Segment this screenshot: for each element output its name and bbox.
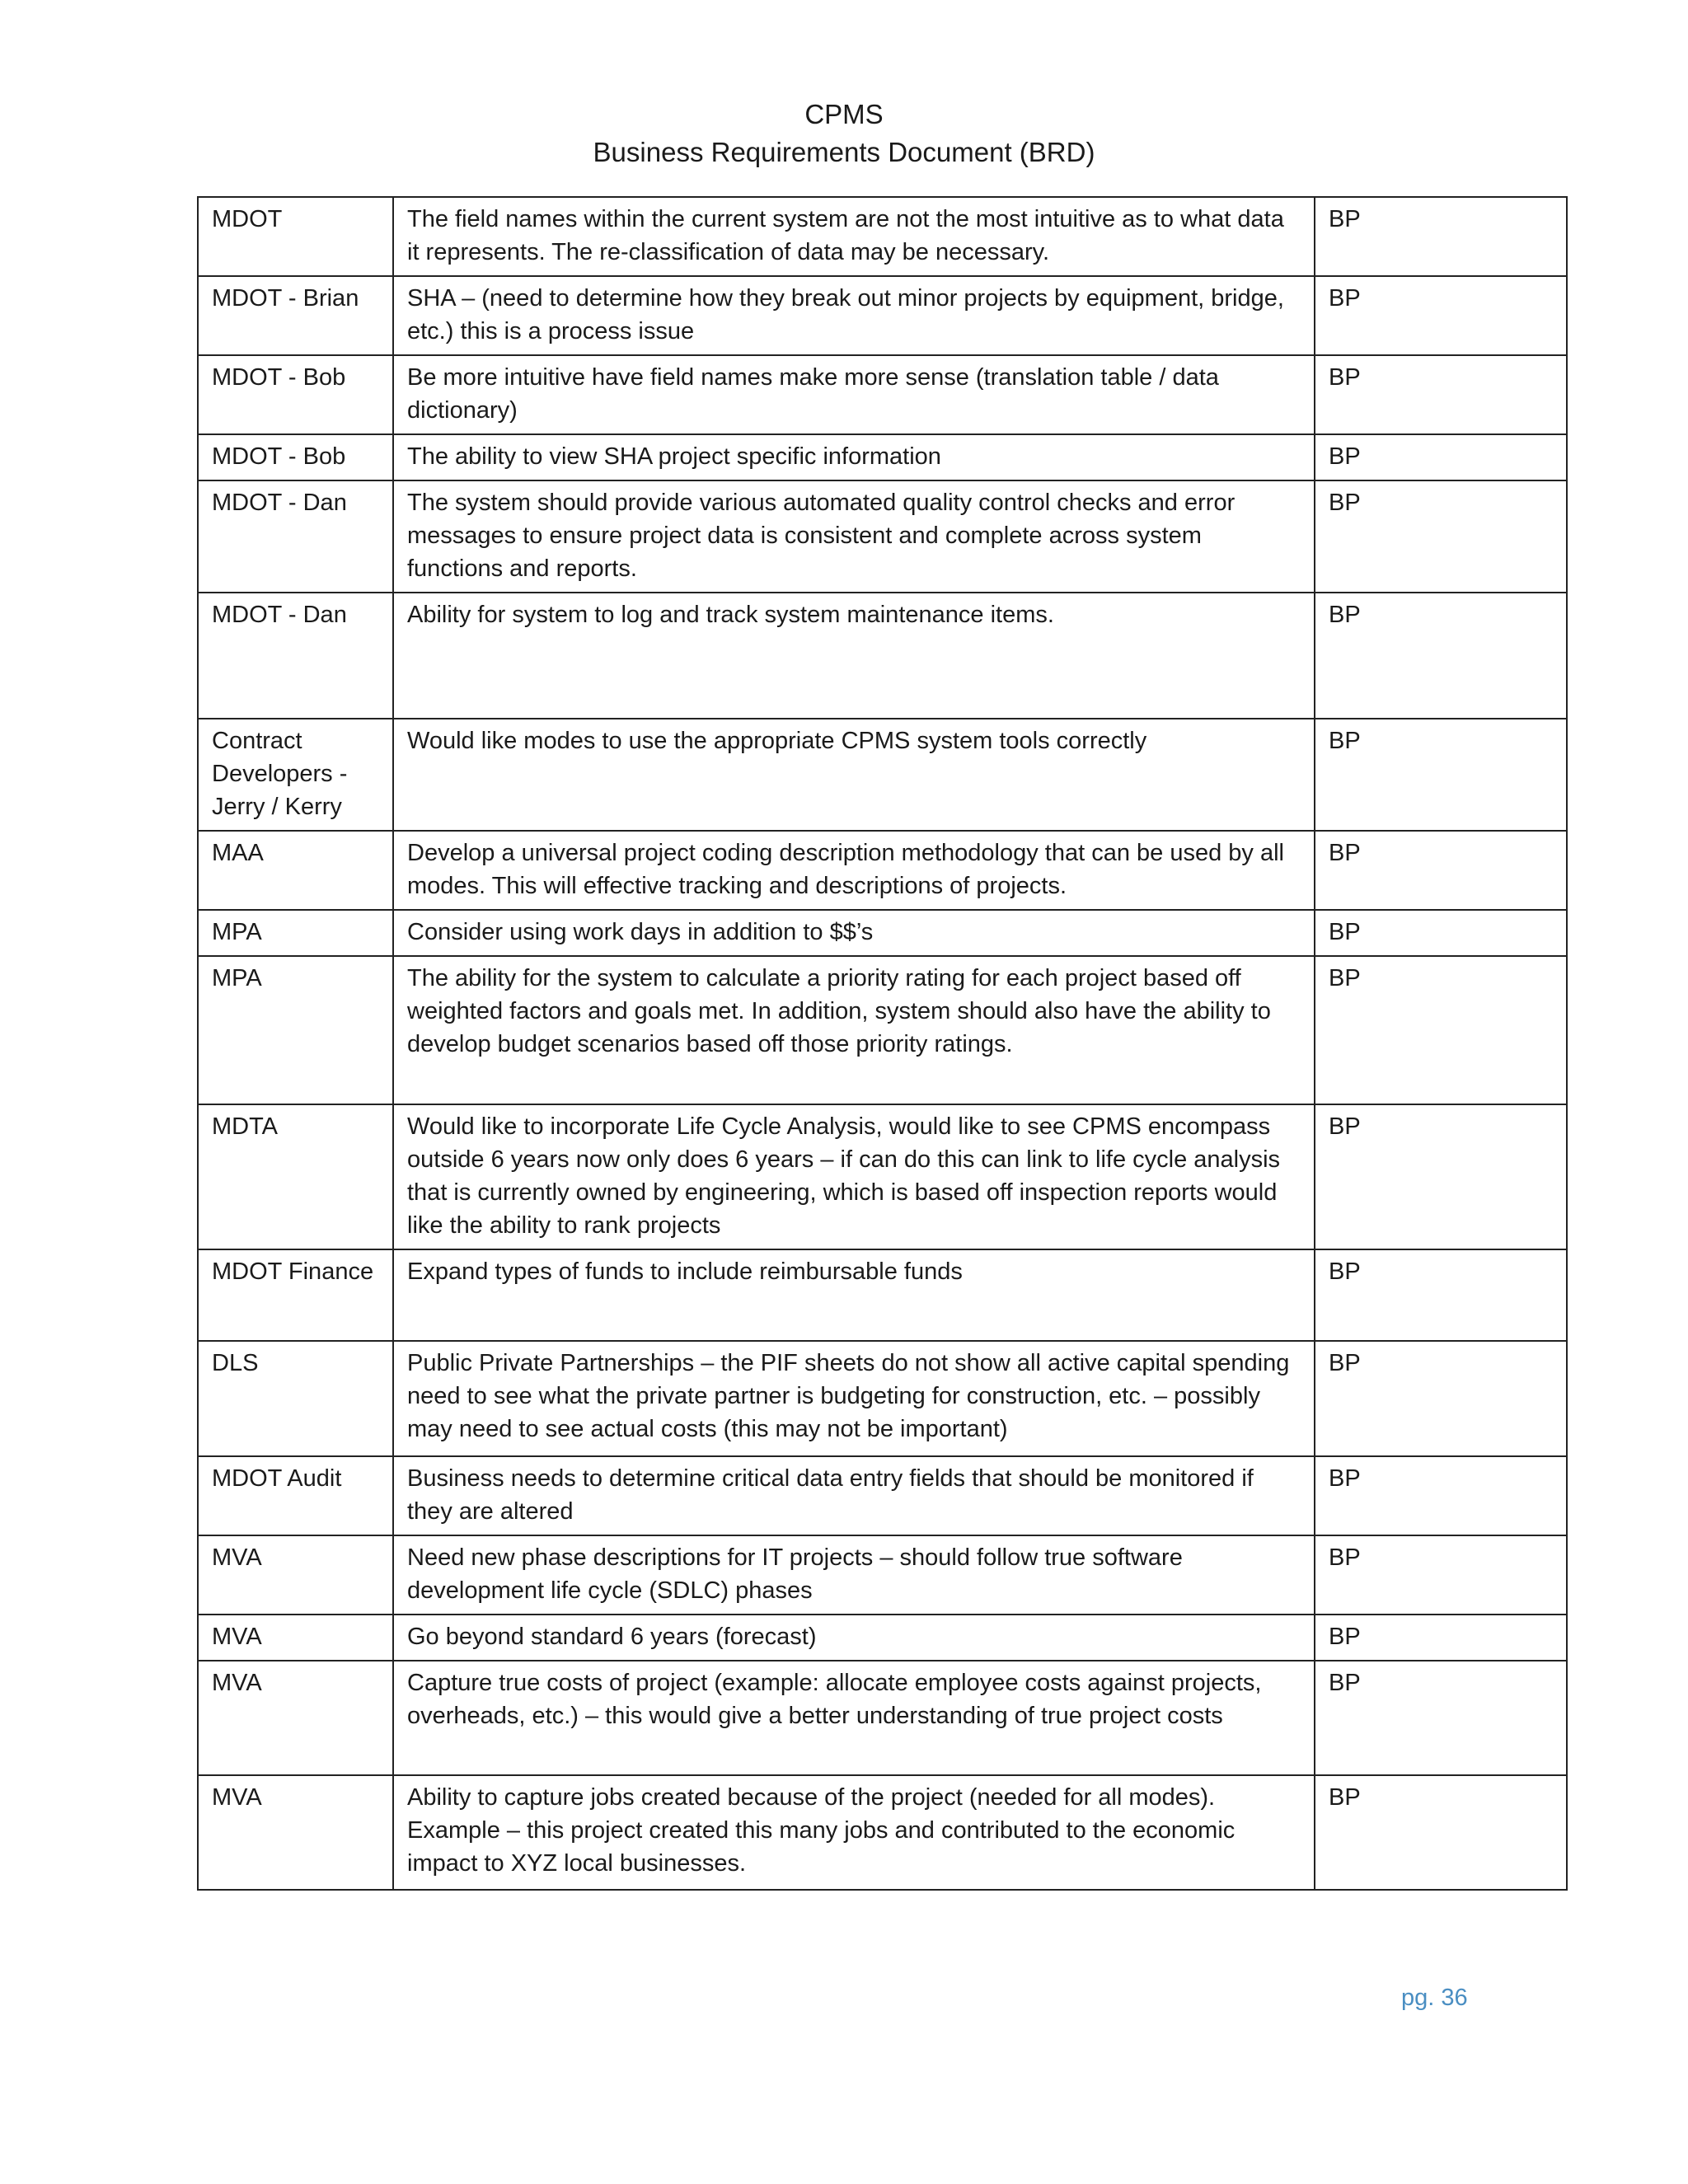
source-cell: MVA	[198, 1535, 393, 1615]
description-cell: The ability for the system to calculate a priority rating for each project based off weighted factors and goals met. In addition, system should also have the ability to develop budget scenarios based off those priority ratings.	[393, 956, 1315, 1104]
source-cell: MDOT - Bob	[198, 355, 393, 434]
category-cell: BP	[1315, 1615, 1567, 1661]
table-row	[198, 480, 1567, 593]
table-row	[198, 355, 1567, 434]
category-cell: BP	[1315, 1775, 1567, 1890]
table-row	[198, 1104, 1567, 1249]
description-cell: The system should provide various automated quality control checks and error messages to ensure project data is consistent and complete across system functions and reports.	[393, 480, 1315, 593]
description-cell: The field names within the current system are not the most intuitive as to what data it represents. The re-classification of data may be necessary.	[393, 197, 1315, 276]
table-row	[198, 434, 1567, 480]
description-cell: Develop a universal project coding description methodology that can be used by all modes. This will effective tracking and descriptions of projects.	[393, 831, 1315, 910]
description-cell: The ability to view SHA project specific information	[393, 434, 1315, 480]
category-cell: BP	[1315, 434, 1567, 480]
source-cell: MDOT Audit	[198, 1456, 393, 1535]
source-cell: MDTA	[198, 1104, 393, 1249]
category-cell: BP	[1315, 1661, 1567, 1775]
table-row	[198, 1661, 1567, 1775]
table-row	[198, 197, 1567, 276]
description-cell: SHA – (need to determine how they break out minor projects by equipment, bridge, etc.) this is a process issue	[393, 276, 1315, 355]
table-row	[198, 1615, 1567, 1661]
source-cell: MDOT - Brian	[198, 276, 393, 355]
category-cell: BP	[1315, 719, 1567, 831]
category-cell: BP	[1315, 910, 1567, 956]
category-cell: BP	[1315, 1535, 1567, 1615]
source-cell: MVA	[198, 1615, 393, 1661]
description-cell: Need new phase descriptions for IT projects – should follow true software development life cycle (SDLC) phases	[393, 1535, 1315, 1615]
description-cell: Capture true costs of project (example: allocate employee costs against projects, overheads, etc.) – this would give a better understanding of true project costs	[393, 1661, 1315, 1775]
source-cell: MPA	[198, 956, 393, 1104]
source-cell: MVA	[198, 1775, 393, 1890]
source-cell: MAA	[198, 831, 393, 910]
description-cell: Ability to capture jobs created because of the project (needed for all modes). Example – this project created this many jobs and contributed to the economic impact to XYZ local businesses.	[393, 1775, 1315, 1890]
table-row	[198, 593, 1567, 719]
description-cell: Go beyond standard 6 years (forecast)	[393, 1615, 1315, 1661]
table-row	[198, 1249, 1567, 1341]
table-row	[198, 910, 1567, 956]
category-cell: BP	[1315, 197, 1567, 276]
category-cell: BP	[1315, 593, 1567, 719]
table-row	[198, 1535, 1567, 1615]
source-cell: MDOT Finance	[198, 1249, 393, 1341]
description-cell: Expand types of funds to include reimbursable funds	[393, 1249, 1315, 1341]
category-cell: BP	[1315, 1456, 1567, 1535]
category-cell: BP	[1315, 480, 1567, 593]
document-title: CPMS	[804, 99, 884, 129]
description-cell: Would like to incorporate Life Cycle Analysis, would like to see CPMS encompass outside 6 years now only does 6 years – if can do this can link to life cycle analysis that is currently owned by engineering, which is based off inspection reports would like the ability to rank projects	[393, 1104, 1315, 1249]
category-cell: BP	[1315, 956, 1567, 1104]
category-cell: BP	[1315, 276, 1567, 355]
source-cell: MDOT - Bob	[198, 434, 393, 480]
document-subtitle: Business Requirements Document (BRD)	[593, 137, 1095, 167]
table-row	[198, 1456, 1567, 1535]
category-cell: BP	[1315, 1104, 1567, 1249]
table-row	[198, 1341, 1567, 1456]
source-cell: DLS	[198, 1341, 393, 1456]
description-cell: Would like modes to use the appropriate CPMS system tools correctly	[393, 719, 1315, 831]
table-row	[198, 276, 1567, 355]
table-row	[198, 1775, 1567, 1890]
page-number: pg. 36	[1401, 1985, 1468, 2011]
description-cell: Business needs to determine critical data entry fields that should be monitored if they are altered	[393, 1456, 1315, 1535]
source-cell: MDOT	[198, 197, 393, 276]
table-row	[198, 831, 1567, 910]
category-cell: BP	[1315, 831, 1567, 910]
source-cell: MVA	[198, 1661, 393, 1775]
table-row	[198, 719, 1567, 831]
category-cell: BP	[1315, 1249, 1567, 1341]
category-cell: BP	[1315, 355, 1567, 434]
source-cell: MDOT - Dan	[198, 593, 393, 719]
requirements-table	[197, 196, 1568, 1891]
source-cell: Contract Developers - Jerry / Kerry	[198, 719, 393, 831]
source-cell: MPA	[198, 910, 393, 956]
description-cell: Public Private Partnerships – the PIF sheets do not show all active capital spending need to see what the private partner is budgeting for construction, etc. – possibly may need to see actual costs (this may not be important)	[393, 1341, 1315, 1456]
category-cell: BP	[1315, 1341, 1567, 1456]
source-cell: MDOT - Dan	[198, 480, 393, 593]
table-row	[198, 956, 1567, 1104]
description-cell: Ability for system to log and track system maintenance items.	[393, 593, 1315, 719]
description-cell: Be more intuitive have field names make more sense (translation table / data dictionary)	[393, 355, 1315, 434]
document-header	[0, 96, 1688, 171]
description-cell: Consider using work days in addition to $$’s	[393, 910, 1315, 956]
